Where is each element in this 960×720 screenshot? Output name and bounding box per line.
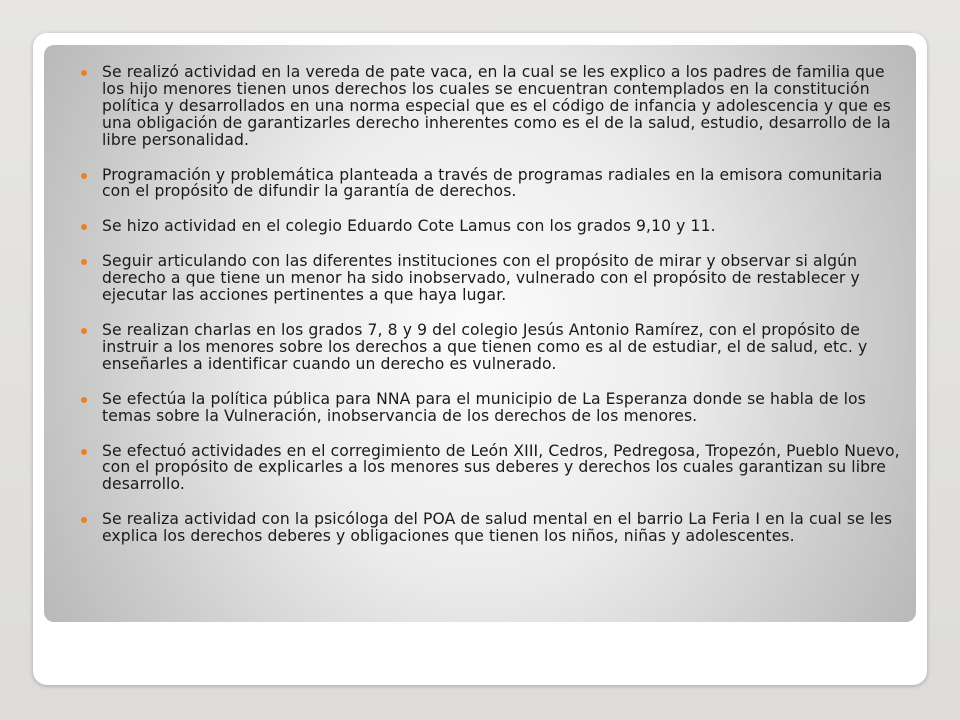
bullet-dot-icon — [81, 517, 87, 523]
bullet-dot-icon — [81, 224, 87, 230]
bullet-text: Programación y problemática planteada a través de programas radiales en la emisora comunitaria con el propósito de difundir la garantía de derechos. — [102, 165, 883, 201]
bullet-item — [44, 218, 916, 235]
bullet-text: Se realizó actividad en la vereda de pate vaca, en la cual se les explico a los padres de familia que los hijo menores tienen unos derechos los cuales se encuentran contemplados en la constitución política y desarrollados en una norma especial que es el código de infancia y adolescencia y que es una obligación de garantizarles derecho inherentes como es el de la salud, estudio, desarrollo de la libre personalidad. — [102, 63, 891, 149]
bullet-item — [44, 253, 916, 304]
slide-card — [33, 33, 927, 685]
bullet-dot-icon — [81, 328, 87, 334]
bullet-item — [44, 511, 916, 545]
bullet-item — [44, 391, 916, 425]
bullet-dot-icon — [81, 70, 87, 76]
bullet-text: Se efectuó actividades en el corregimiento de León XIII, Cedros, Pedregosa, Tropezón, Pueblo Nuevo, con el propósito de explicarles a los menores sus deberes y derechos los cuales garantizan su libre desarrollo. — [102, 441, 900, 494]
bullet-item — [44, 443, 916, 494]
bullet-text: Se efectúa la política pública para NNA para el municipio de La Esperanza donde se habla de los temas sobre la Vulneración, inobservancia de los derechos de los menores. — [102, 389, 866, 425]
content-panel — [44, 45, 916, 622]
bullet-text: Se realizan charlas en los grados 7, 8 y 9 del colegio Jesús Antonio Ramírez, con el propósito de instruir a los menores sobre los derechos a que tienen como es al de estudiar, el de salud, etc. y enseñarles a identificar cuando un derecho es vulnerado. — [102, 320, 868, 373]
bullet-dot-icon — [81, 397, 87, 403]
bullet-dot-icon — [81, 449, 87, 455]
bullet-dot-icon — [81, 173, 87, 179]
bullet-dot-icon — [81, 259, 87, 265]
bullet-item — [44, 322, 916, 373]
bullet-list — [44, 64, 916, 563]
bullet-item — [44, 64, 916, 149]
bullet-item — [44, 167, 916, 201]
bullet-text: Se hizo actividad en el colegio Eduardo Cote Lamus con los grados 9,10 y 11. — [102, 217, 716, 236]
bullet-text: Se realiza actividad con la psicóloga del POA de salud mental en el barrio La Feria I en la cual se les explica los derechos deberes y obligaciones que tienen los niños, niñas y adolescentes. — [102, 510, 893, 546]
bullet-text: Seguir articulando con las diferentes instituciones con el propósito de mirar y observar si algún derecho a que tiene un menor ha sido inobservado, vulnerado con el propósito de restablecer y ejecutar las acciones pertinentes a que haya lugar. — [102, 252, 860, 305]
